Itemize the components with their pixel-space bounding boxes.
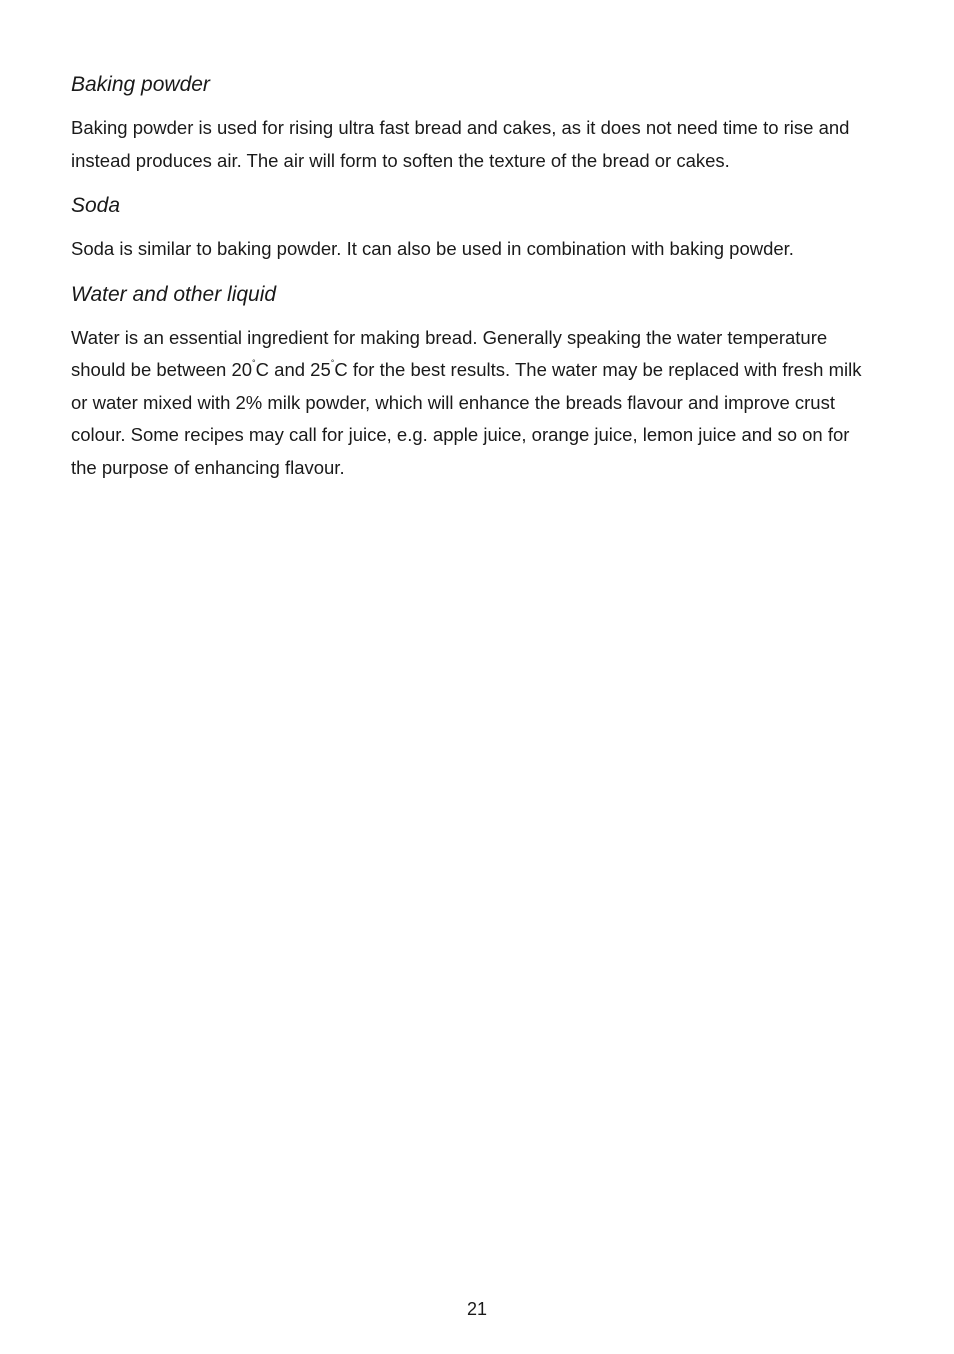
- section-heading: Baking powder: [71, 73, 210, 96]
- degree-symbol: °: [252, 358, 256, 368]
- page-number: 21: [466, 1299, 488, 1319]
- section-soda: [71, 191, 871, 266]
- body-text-part: C and 25: [255, 359, 331, 380]
- section-water-and-other-liquid: [71, 280, 871, 485]
- body-text-part: Water is an essential ingredient for making bread. Generally speaking the water temperature should be between 20: [71, 326, 828, 380]
- section-body: Baking powder is used for rising ultra fast bread and cakes, as it does not need time to rise and instead produces air. The air will form to soften the texture of the bread or cakes.: [71, 117, 850, 171]
- section-body: [71, 322, 871, 485]
- body-text-part: C for the best results. The water may be replaced with fresh milk or water mixed with 2% milk powder, which will enhance the breads flavour and improve crust colour. Some recipes may call for juice, e.g. apple juice, orange juice, lemon juice and so on for the purpose of enhancing flavour.: [71, 359, 862, 478]
- section-body: Soda is similar to baking powder. It can also be used in combination with baking powder.: [71, 238, 794, 259]
- section-heading: Water and other liquid: [71, 282, 277, 306]
- document-page: [71, 70, 871, 498]
- degree-symbol: °: [330, 358, 335, 368]
- section-baking-powder: [71, 70, 871, 177]
- section-heading: Soda: [71, 194, 121, 217]
